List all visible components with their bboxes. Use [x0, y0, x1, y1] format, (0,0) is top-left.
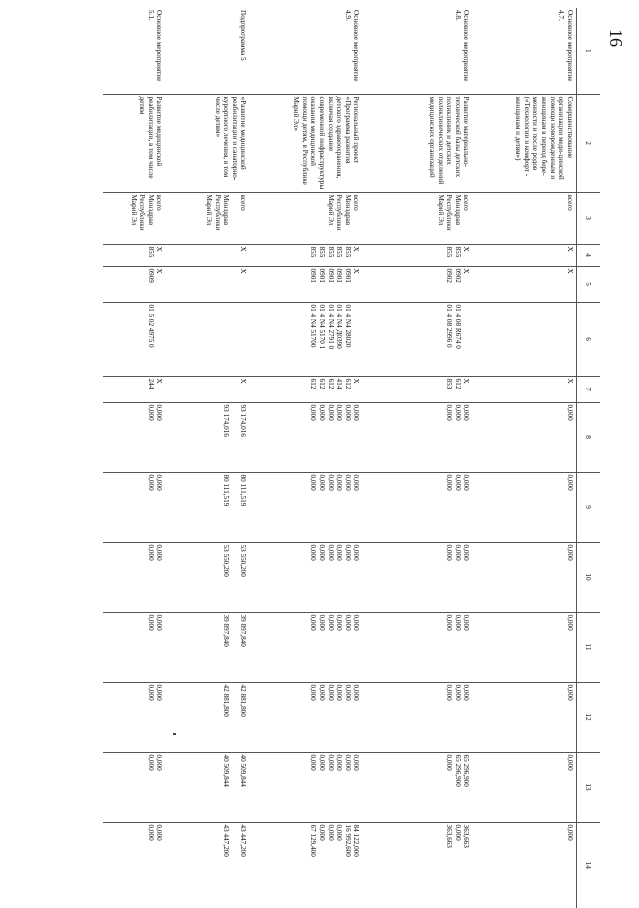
grbs-code-cell [104, 244, 166, 266]
program-description-cell: Совершенствование организации меди-цинской помощи новорожденным и женщинам в период бере-менности и после родов («Технологии и комфорт - женщинам и детям») [473, 94, 577, 192]
amount-col-12-line: 0,000 [317, 684, 326, 701]
amount-col-12-cell [166, 682, 250, 752]
responsible-party-cell [473, 192, 577, 244]
amount-col-13-cell [250, 752, 363, 822]
amount-col-10-line: 0,000 [309, 544, 318, 561]
amount-col-14-line: 363,663 [445, 824, 454, 848]
table-row [250, 8, 363, 908]
amount-col-8-line: 0,000 [343, 404, 352, 421]
target-article-code-line: 01 4 08 2996 0 [445, 304, 454, 348]
target-article-code-line [565, 305, 574, 374]
responsible-party-line: всего [462, 194, 471, 211]
grbs-code-cell [166, 244, 250, 266]
section-code-line: 0901 [343, 268, 352, 283]
target-article-code-cell [104, 302, 166, 376]
expense-type-code-line: 612 [309, 378, 318, 390]
amount-col-11-cell [473, 612, 577, 682]
section-code-line: X [352, 268, 361, 274]
amount-col-13-cell [104, 752, 166, 822]
responsible-party-line: всего [566, 194, 574, 211]
amount-col-9-cell [166, 472, 250, 542]
amount-col-13-line: 40 509,844 [222, 754, 231, 787]
amount-col-14-line: 43 447,200 [239, 824, 248, 857]
amount-col-11-line: 0,000 [317, 614, 326, 631]
amount-col-12-line: 0,000 [462, 684, 471, 701]
section-code-cell [166, 266, 250, 302]
amount-col-9-cell [104, 472, 166, 542]
grbs-code-line: X [239, 246, 248, 252]
expense-type-code-cell [363, 376, 473, 402]
amount-col-10-line: 0,000 [445, 544, 454, 561]
amount-col-13-cell [363, 752, 473, 822]
amount-col-11-cell [363, 612, 473, 682]
target-article-code-line: 01 4 N4 5170 1 [317, 304, 326, 350]
expense-type-code-line: 414 [335, 378, 344, 390]
amount-col-13-line: 0,000 [309, 754, 318, 771]
amount-col-9-cell [473, 472, 577, 542]
amount-col-14-cell [104, 822, 166, 908]
grbs-code-line: X [566, 246, 574, 252]
amount-col-9-cell [363, 472, 473, 542]
amount-col-11-line: 0,000 [445, 614, 454, 631]
amount-col-11-line [230, 615, 239, 680]
grbs-code-cell [363, 244, 473, 266]
amount-col-10-line: 0,000 [462, 544, 471, 561]
amount-col-11-line: 0,000 [462, 614, 471, 631]
section-code-line: X [155, 268, 164, 274]
program-name-cell: Основное мероприятие 4.9. [343, 10, 361, 82]
grbs-code-line: 855 [317, 246, 326, 258]
grbs-code-line: 855 [335, 246, 344, 258]
amount-col-8-line: 93 174,016 [222, 404, 231, 437]
amount-col-13-line: 0,000 [343, 754, 352, 771]
grbs-code-cell [250, 244, 363, 266]
amount-col-12-cell [104, 682, 166, 752]
amount-col-9-line: 0,000 [317, 474, 326, 491]
expense-type-code-line: 612 [453, 378, 462, 390]
amount-col-12-cell [250, 682, 363, 752]
program-description-cell: Развитие медицинской реабилитации, в том числе детям [104, 94, 166, 192]
amount-col-8-cell [473, 402, 577, 472]
amount-col-11-line: 0,000 [335, 614, 344, 631]
amount-col-9-line: 0,000 [326, 474, 335, 491]
amount-col-12-line: 0,000 [326, 684, 335, 701]
target-article-code-cell [473, 302, 577, 376]
amount-col-14-line: 43 447,200 [222, 824, 231, 857]
grbs-code-line: 855 [343, 246, 352, 258]
responsible-party-line: Минздрав Республики Марий Эл [326, 194, 352, 231]
header-cell: 13 [577, 752, 601, 822]
amount-col-14-line: 0,000 [326, 824, 335, 841]
amount-col-9-line: 0,000 [462, 474, 471, 491]
amount-col-11-line: 0,000 [326, 614, 335, 631]
header-cell: 7 [577, 376, 601, 402]
table-row [363, 8, 473, 908]
amount-col-11-line: 0,000 [566, 614, 574, 631]
amount-col-14-line: 0,000 [155, 824, 164, 841]
amount-col-10-cell [166, 542, 250, 612]
amount-col-13-cell [473, 752, 577, 822]
responsible-party-cell [104, 192, 166, 244]
responsible-party-line [230, 195, 239, 242]
amount-col-10-line: 0,000 [335, 544, 344, 561]
amount-col-10-line [230, 545, 239, 610]
responsible-party-line: Минздрав Республики Марий Эл [204, 194, 231, 231]
page-number: 16 [606, 29, 626, 47]
section-code-line: 0901 [326, 268, 335, 283]
amount-col-11-line: 0,000 [309, 614, 318, 631]
amount-col-14-line: 67 129,400 [309, 824, 318, 857]
responsible-party-line: всего [155, 194, 164, 211]
amount-col-8-line: 0,000 [462, 404, 471, 421]
amount-col-10-cell [250, 542, 363, 612]
amount-col-8-cell [250, 402, 363, 472]
target-article-code-line [239, 305, 248, 374]
amount-col-11-line: 39 897,840 [222, 614, 231, 647]
amount-col-13-line: 65 296,900 [462, 754, 471, 787]
amount-col-8-line: 93 174,016 [239, 404, 248, 437]
program-description-cell: Региональный проект «Программа развития детского здравоохранения, включая создание современной инфраструктуры оказания медицинской помощи детям, в Республике Марий Эл» [250, 94, 363, 192]
amount-col-8-line: 0,000 [146, 404, 155, 421]
target-article-code-line: 01 5 02 4975 0 [146, 304, 155, 348]
expense-type-code-line: 244 [146, 378, 155, 390]
amount-col-10-line: 53 550,200 [222, 544, 231, 577]
amount-col-10-line: 0,000 [566, 544, 574, 561]
amount-col-12-cell [473, 682, 577, 752]
amount-col-12-line: 0,000 [146, 684, 155, 701]
amount-col-12-line: 0,000 [155, 684, 164, 701]
amount-col-8-line: 0,000 [566, 404, 574, 421]
amount-col-14-cell [473, 822, 577, 908]
target-article-code-line [462, 305, 471, 374]
amount-col-12-line: 0,000 [445, 684, 454, 701]
amount-col-13-line: 0,000 [146, 754, 155, 771]
amount-col-14-line: 0,000 [317, 824, 326, 841]
target-article-code-cell [166, 302, 250, 376]
target-article-code-cell [363, 302, 473, 376]
table-row [473, 8, 577, 908]
amount-col-8-line: 0,000 [317, 404, 326, 421]
amount-col-11-line: 0,000 [352, 614, 361, 631]
amount-col-8-line: 0,000 [352, 404, 361, 421]
amount-col-8-line [230, 405, 239, 470]
responsible-party-line: всего [352, 194, 361, 211]
amount-col-11-cell [166, 612, 250, 682]
amount-col-8-cell [104, 402, 166, 472]
section-code-line: 0901 [335, 268, 344, 283]
amount-col-14-cell [166, 822, 250, 908]
responsible-party-cell [250, 192, 363, 244]
amount-col-10-line: 0,000 [453, 544, 462, 561]
amount-col-10-line: 0,000 [326, 544, 335, 561]
header-cell: 4 [577, 244, 601, 266]
header-cell: 11 [577, 612, 601, 682]
amount-col-14-cell [250, 822, 363, 908]
grbs-code-line: 855 [326, 246, 335, 258]
section-code-line: X [566, 268, 574, 274]
program-name-cell: Основное мероприятие 5.1. [146, 10, 164, 82]
amount-col-14-line [230, 825, 239, 907]
table-body [104, 8, 577, 908]
amount-col-8-line: 0,000 [445, 404, 454, 421]
grbs-code-line: 855 [309, 246, 318, 258]
responsible-party-cell [363, 192, 473, 244]
responsible-party-line: всего [239, 194, 248, 211]
amount-col-10-cell [363, 542, 473, 612]
amount-col-14-line: 84 122,000 [352, 824, 361, 857]
amount-col-8-line: 0,000 [335, 404, 344, 421]
header-cell: 3 [577, 192, 601, 244]
grbs-code-line: 855 [146, 246, 155, 258]
header-cell: 12 [577, 682, 601, 752]
amount-col-10-line: 0,000 [352, 544, 361, 561]
section-code-line: 0909 [146, 268, 155, 283]
amount-col-12-line: 0,000 [352, 684, 361, 701]
amount-col-13-line: 40 509,844 [239, 754, 248, 787]
expense-type-code-line: X [566, 378, 574, 384]
amount-col-11-line: 0,000 [343, 614, 352, 631]
section-code-cell [473, 266, 577, 302]
expense-type-code-line: X [155, 378, 164, 384]
amount-col-11-line: 0,000 [155, 614, 164, 631]
amount-col-9-line: 0,000 [445, 474, 454, 491]
amount-col-9-line: 0,000 [146, 474, 155, 491]
header-cell: 5 [577, 266, 601, 302]
section-code-line: X [462, 268, 471, 274]
header-cell: 9 [577, 472, 601, 542]
amount-col-10-line: 0,000 [146, 544, 155, 561]
amount-col-12-line: 42 881,800 [239, 684, 248, 717]
amount-col-8-line: 0,000 [309, 404, 318, 421]
section-code-line: 0902 [445, 268, 454, 283]
amount-col-12-line: 0,000 [453, 684, 462, 701]
amount-col-14-line: 0,000 [335, 824, 344, 841]
expense-type-code-line: X [239, 378, 248, 384]
amount-col-10-line: 0,000 [155, 544, 164, 561]
expense-type-code-cell [250, 376, 363, 402]
program-description-cell: Развитие материально-технической базы детских поликлиник и детских поликлинических отделений медицинских организаций [363, 94, 473, 192]
expense-type-code-cell [166, 376, 250, 402]
amount-col-14-line: 0,000 [453, 824, 462, 841]
header-cell: 1 [577, 8, 601, 94]
header-cell: 8 [577, 402, 601, 472]
grbs-code-line: 855 [453, 246, 462, 258]
amount-col-8-line: 0,000 [453, 404, 462, 421]
header-cell: 14 [577, 822, 601, 908]
amount-col-14-cell [363, 822, 473, 908]
amount-col-13-line: 0,000 [352, 754, 361, 771]
amount-col-13-cell [166, 752, 250, 822]
header-cell: 2 [577, 94, 601, 192]
expense-type-code-line: 612 [343, 378, 352, 390]
target-article-code-line [352, 305, 361, 374]
section-code-cell [363, 266, 473, 302]
amount-col-8-line: 0,000 [326, 404, 335, 421]
grbs-code-cell [473, 244, 577, 266]
amount-col-14-line: 363,663 [462, 824, 471, 848]
amount-col-14-line: 0,000 [566, 824, 574, 841]
amount-col-10-line: 0,000 [343, 544, 352, 561]
amount-col-13-line: 0,000 [155, 754, 164, 771]
amount-col-13-line [230, 755, 239, 820]
target-article-code-line: 01 4 N4 28020 [343, 304, 352, 348]
header-cell: 10 [577, 542, 601, 612]
amount-col-12-line [230, 685, 239, 750]
budget-table [104, 8, 601, 908]
expense-type-code-line: 612 [326, 378, 335, 390]
header-cell: 6 [577, 302, 601, 376]
amount-col-10-cell [104, 542, 166, 612]
amount-col-11-line: 0,000 [146, 614, 155, 631]
grbs-code-line: 855 [445, 246, 454, 258]
header-row [577, 8, 601, 908]
section-code-line: 0901 [317, 268, 326, 283]
target-article-code-cell [250, 302, 363, 376]
responsible-party-line: Минздрав Республики Марий Эл [436, 194, 462, 231]
section-code-cell [104, 266, 166, 302]
amount-col-10-line: 0,000 [317, 544, 326, 561]
amount-col-9-line: 0,000 [566, 474, 574, 491]
amount-col-9-cell [250, 472, 363, 542]
amount-col-9-line [230, 475, 239, 540]
amount-col-12-line: 0,000 [309, 684, 318, 701]
rotated-table-wrapper [115, 8, 600, 888]
program-description-cell: «Развитие медицинской реабилитации и санаторно-курортного лечения, в том числе детям» [166, 94, 250, 192]
amount-col-13-line: 0,000 [317, 754, 326, 771]
target-article-code-line: 01 4 08 R674 0 [453, 304, 462, 349]
target-article-code-line: 01 4 N4 51700 [309, 304, 318, 348]
section-code-line: 0901 [309, 268, 318, 283]
target-article-code-line [155, 305, 164, 374]
amount-col-12-cell [363, 682, 473, 752]
target-article-code-line: 01 4 N4 2791 0 [326, 304, 335, 350]
amount-col-12-line: 0,000 [335, 684, 344, 701]
amount-col-9-line: 80 111,519 [222, 474, 231, 507]
amount-col-13-line: 65 296,900 [453, 754, 462, 787]
table-row [104, 8, 166, 908]
grbs-code-line: X [352, 246, 361, 252]
amount-col-10-cell [473, 542, 577, 612]
amount-col-9-line: 80 111,519 [239, 474, 248, 507]
amount-col-9-line: 0,000 [335, 474, 344, 491]
amount-col-9-line: 0,000 [453, 474, 462, 491]
amount-col-11-line: 0,000 [453, 614, 462, 631]
expense-type-code-line: 612 [317, 378, 326, 390]
section-code-line: X [239, 268, 248, 274]
amount-col-8-cell [166, 402, 250, 472]
expense-type-code-line: X [462, 378, 471, 384]
amount-col-12-line: 0,000 [343, 684, 352, 701]
expense-type-code-line: 853 [445, 378, 454, 390]
section-code-cell [250, 266, 363, 302]
amount-col-11-line: 39 897,840 [239, 614, 248, 647]
amount-col-14-line: 0,000 [146, 824, 155, 841]
grbs-code-line: X [462, 246, 471, 252]
amount-col-11-cell [250, 612, 363, 682]
amount-col-13-line: 0,000 [326, 754, 335, 771]
amount-col-9-line: 0,000 [155, 474, 164, 491]
amount-col-9-line: 0,000 [352, 474, 361, 491]
section-code-line: 0902 [453, 268, 462, 283]
amount-col-12-line: 0,000 [566, 684, 574, 701]
responsible-party-cell [166, 192, 250, 244]
table-row [166, 8, 250, 908]
program-name-cell: Основное мероприятие 4.8. [453, 10, 471, 82]
amount-col-13-line: 0,000 [335, 754, 344, 771]
amount-col-8-line: 0,000 [155, 404, 164, 421]
expense-type-code-cell [473, 376, 577, 402]
program-name-cell: Подпрограмма 5 [239, 10, 248, 61]
grbs-code-line: X [155, 246, 164, 252]
amount-col-10-line: 53 550,200 [239, 544, 248, 577]
amount-col-9-line: 0,000 [309, 474, 318, 491]
amount-col-13-line: 0,000 [566, 754, 574, 771]
target-article-code-line: 01 4 N4 Д0390 [335, 304, 344, 349]
amount-col-11-cell [104, 612, 166, 682]
responsible-party-line: Минздрав Республики Марий Эл [129, 194, 155, 231]
expense-type-code-cell [104, 376, 166, 402]
expense-type-code-line: X [352, 378, 361, 384]
amount-col-14-line: 16 992,600 [343, 824, 352, 857]
amount-col-13-line: 0,000 [445, 754, 454, 771]
program-name-cell: Основное мероприятие 4.7. [557, 10, 574, 82]
amount-col-9-line: 0,000 [343, 474, 352, 491]
amount-col-12-line: 42 881,800 [222, 684, 231, 717]
amount-col-8-cell [363, 402, 473, 472]
